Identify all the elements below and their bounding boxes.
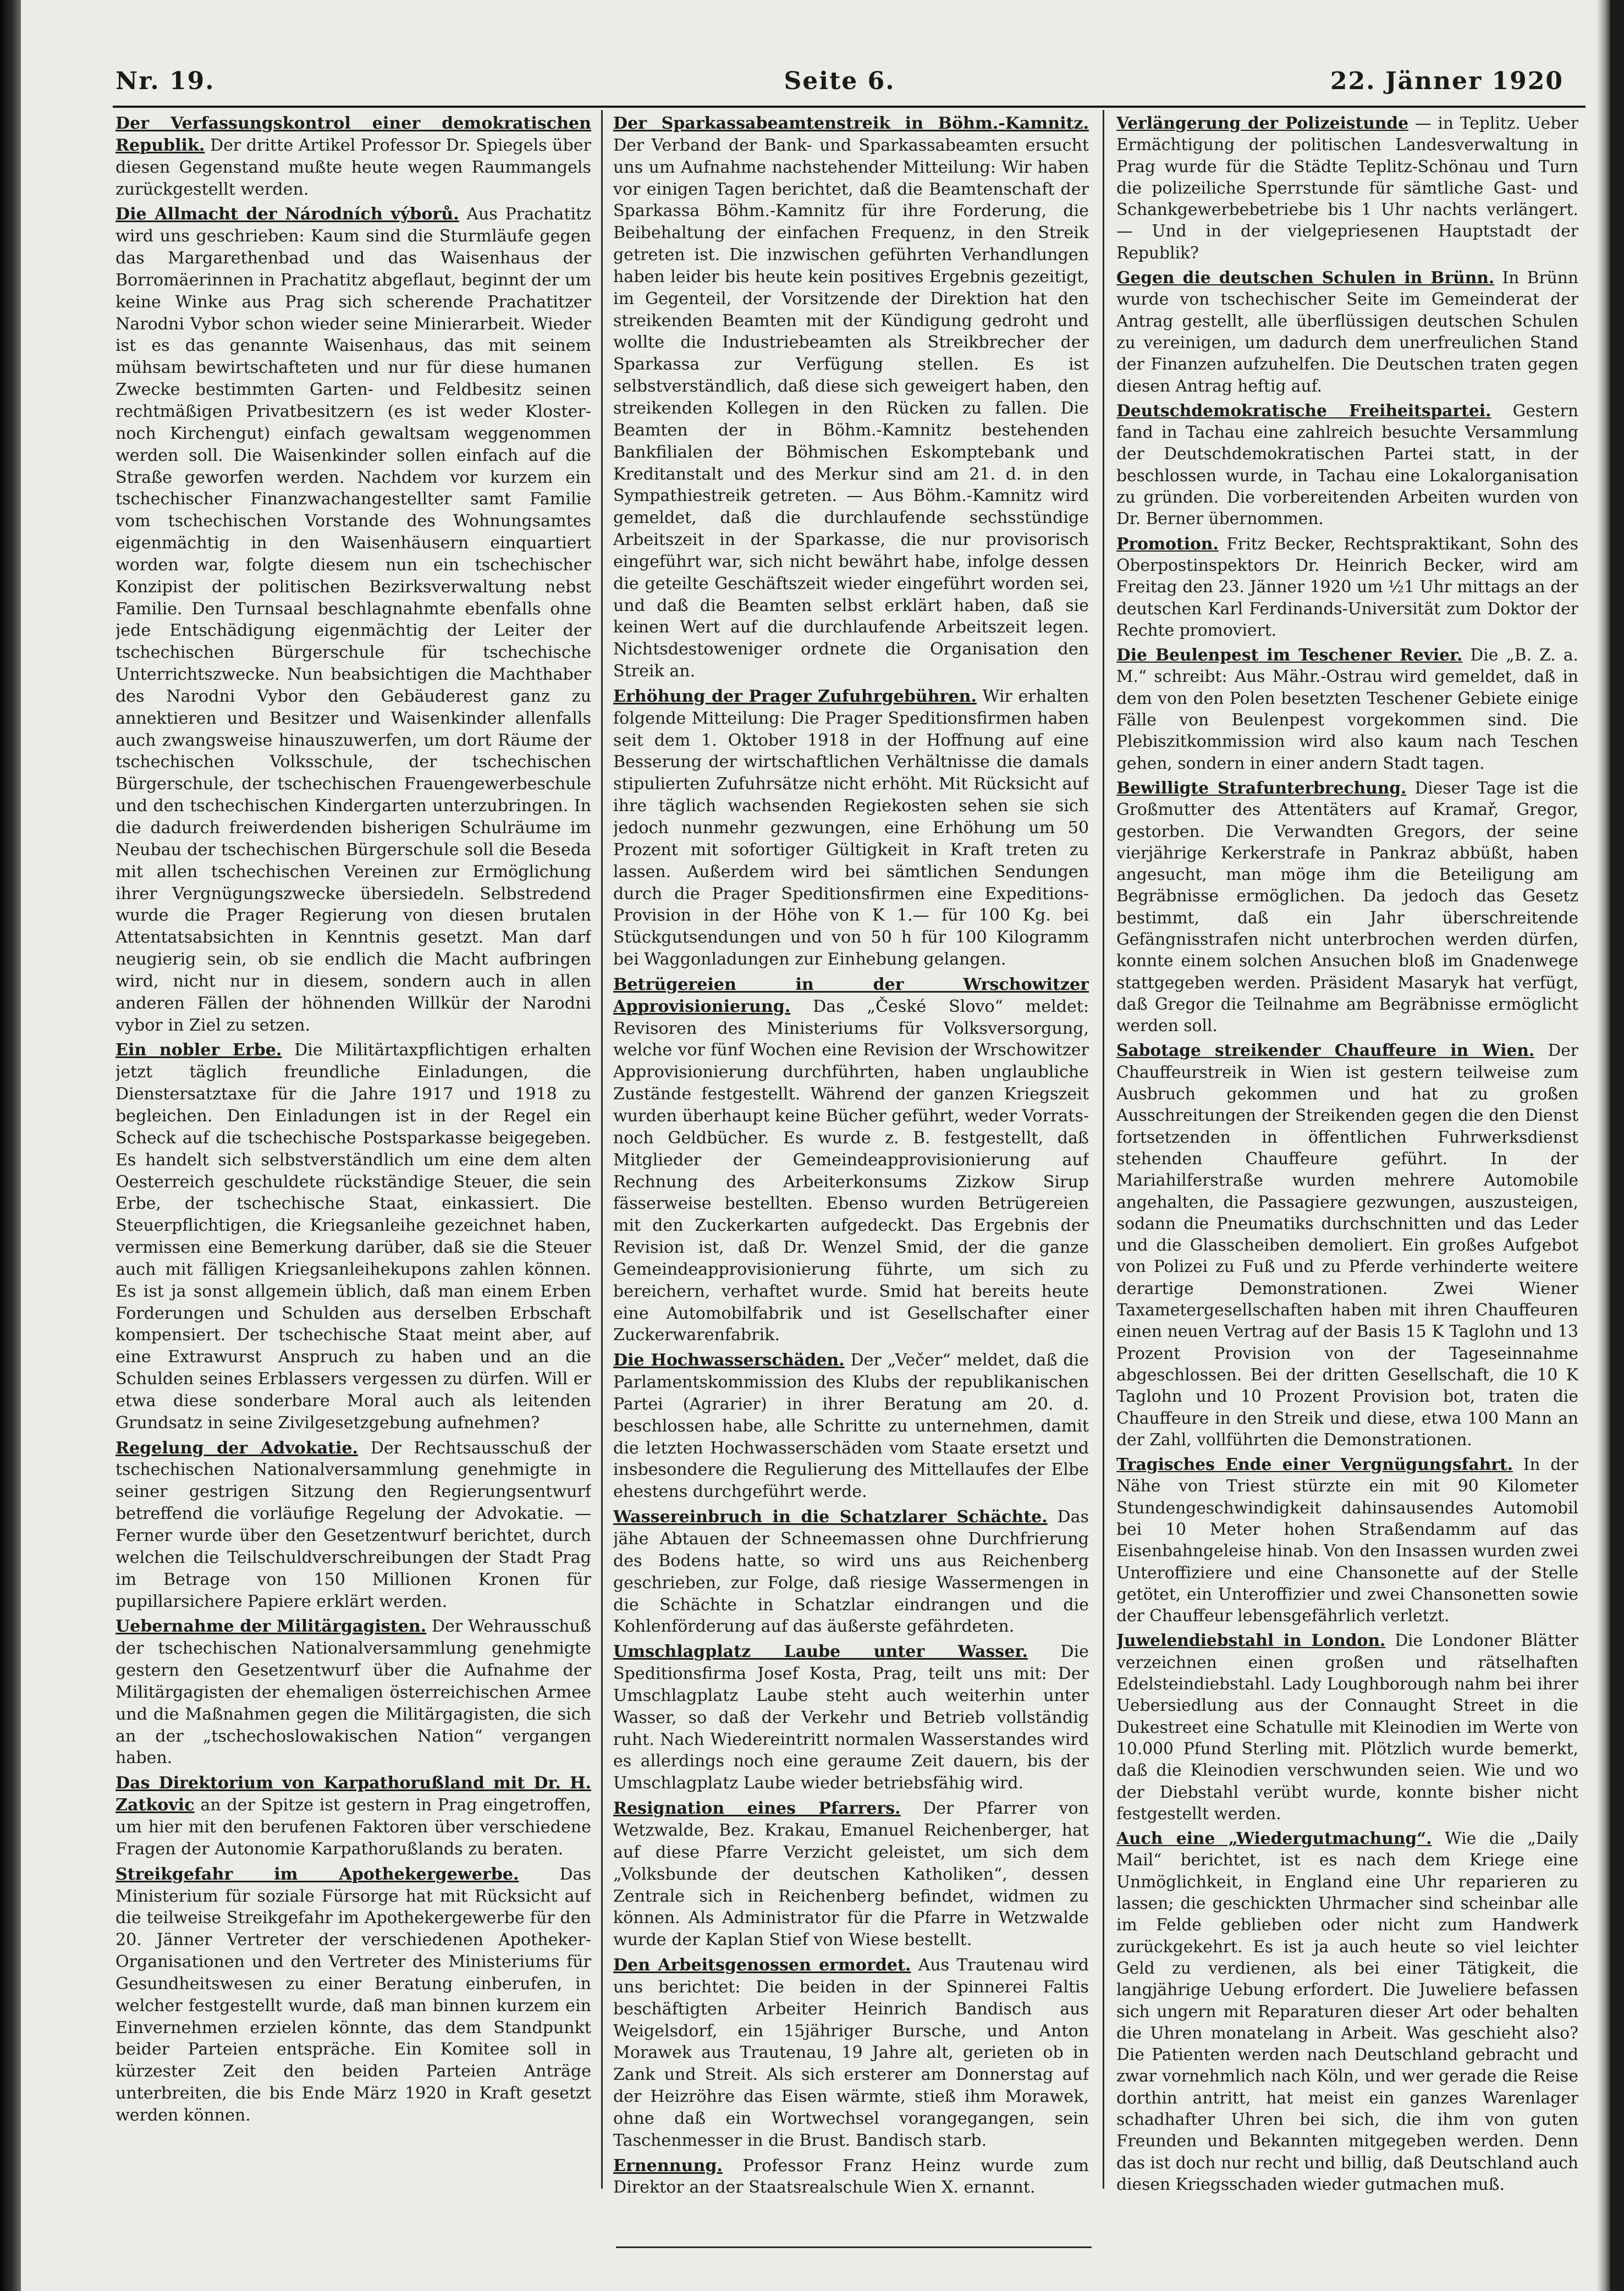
article [613, 1798, 1089, 1951]
article [613, 2155, 1089, 2199]
article [1116, 113, 1578, 264]
article [1116, 645, 1578, 774]
article-body: Der Pfarrer von Wetzwalde, Bez. Krakau, Emanuel Reichenberger, hat auf diese Pfarre Verzicht geleistet, um sich dem „Volksbunde der deutschen Katholiken“, dessen Zentrale sich in Reichenberg befindet, widmen zu können. Als Administrator für die Pfarre in Wetzwalde wurde der Kaplan Stief von Wiese bestellt. [613, 1799, 1089, 1950]
article-body: Gestern fand in Tachau eine zahlreich besuchte Versammlung der Deutschdemokratischen Partei statt, in der beschlossen wurde, in Tachau eine Lokalorganisation zu gründen. Die vorbereitenden Arbeiten wurden von Dr. Berner übernommen. [1116, 401, 1578, 529]
article-headline: Die Beulenpest im Teschener Revier. [1116, 646, 1463, 665]
article-headline: Der Sparkassabeamtenstreik in Böhm.-Kamnitz. [613, 114, 1089, 133]
article-headline: Ernennung. [613, 2156, 723, 2176]
article [1116, 533, 1578, 641]
issue-date: 22. Jänner 1920 [1330, 67, 1564, 95]
article [115, 1772, 591, 1860]
article-headline: Gegen die deutschen Schulen in Brünn. [1116, 268, 1495, 288]
article-headline: Resignation eines Pfarrers. [613, 1799, 901, 1819]
column-2 [613, 113, 1089, 2202]
column-3 [1116, 113, 1578, 2202]
article [115, 1864, 591, 2127]
article-body: Aus Trautenau wird uns berichtet: Die beiden in der Spinnerei Faltis beschäftigten Arbeiter Heinrich Bandisch aus Weigelsdorf, ein 15jähriger Bursche, und Anton Morawek aus Trautenau, 19 Jahre alt, gerieten ob in Zank und Streit. Als sich ersterer am Donnerstag auf der Heizröhre das Eisen wärmte, stieß ihm Morawek, ohne daß ein Wortwechsel vorangegangen, sein Taschenmesser in die Brust. Bandisch starb. [613, 1956, 1089, 2150]
article [613, 686, 1089, 971]
article [115, 203, 591, 1036]
page-binding-edge [0, 0, 21, 2291]
article-body: Der „Večer“ meldet, daß die Parlamentskommission des Klubs der republikanischen Partei (Agrarier) in ihrer Beratung am 20. d. beschlossen habe, alle Schritte zu unternehmen, damit die letzten Hochwasserschäden vom Staate ersetzt und insbesondere die Regulierung des Mittellaufes der Elbe ehestens durchgeführt werde. [613, 1351, 1089, 1502]
article [115, 1039, 591, 1434]
article-headline: Die Hochwasserschäden. [613, 1351, 845, 1370]
article-body: Der Rechtsausschuß der tschechischen Nationalversammlung genehmigte in seiner gestrigen Sitzung den Regierungsentwurf betreffend die vorläufige Regelung der Advokatie. — Ferner wurde über den Gesetzentwurf berichtet, durch welchen die Teilschuldverschreibungen der Stadt Prag im Betrage von 150 Millionen Kronen für pupillarsichere Papiere erklärt werden. [115, 1438, 591, 1611]
article-headline: Ein nobler Erbe. [115, 1040, 282, 1060]
article-body: Die Speditionsfirma Josef Kosta, Prag, teilt uns mit: Der Umschlagplatz Laube steht auch weiterhin unter Wasser, so daß der Verkehr und Betrieb vollständig ruht. Nach Wiedereintritt normalen Wasserstandes wird es allerdings noch eine geraume Zeit dauern, bis der Umschlagplatz Laube wieder betriebsfähig wird. [613, 1642, 1089, 1793]
column-1 [115, 113, 591, 2202]
article [1116, 1828, 1578, 2195]
article-headline: Erhöhung der Prager Zufuhrgebühren. [613, 686, 977, 706]
article-headline: Sabotage streikender Chauffeure in Wien. [1116, 1041, 1535, 1061]
article-headline: Regelung der Advokatie. [115, 1438, 359, 1458]
page-header [115, 67, 1564, 106]
article-body: Fritz Becker, Rechtspraktikant, Sohn des Oberpostinspektors Dr. Heinrich Becker, wird am Freitag den 23. Jänner 1920 um ½1 Uhr mittags an der deutschen Karl Ferdinands-Universität zum Doktor der Rechte promoviert. [1116, 534, 1578, 640]
article [115, 113, 591, 200]
article-body: Der Verband der Bank- und Sparkassabeamten ersucht uns um Aufnahme nachstehender Mitteilung: Wir haben vor einigen Tagen berichtet, daß die Beamtenschaft der Sparkassa Böhm.-Kamnitz für ihre Forderung, die Beibehaltung der einfachen Frequenz, in den Streik getreten ist. Die inzwischen geführten Verhandlungen haben leider bis heute kein positives Ergebnis gezeitigt, im Gegenteil, der Vorsitzende der Direktion hat den streikenden Beamten mit der Kündigung gedroht und wollte die Industriebeamten als Streikbrecher der Sparkassa zur Verfügung stellen. Es ist selbstverständlich, daß diese sich geweigert haben, den streikenden Kollegen in den Rücken zu fallen. Die Beamten der in Böhm.-Kamnitz bestehenden Bankfilialen der Böhmischen Eskomptebank und Kreditanstalt und des Merkur sind am 21. d. in den Sympathiestreik getreten. — Aus Böhm.-Kamnitz wird gemeldet, daß die durchlaufende sechsstündige Arbeitszeit in der Sparkasse, die nur provisorisch eingeführt war, sich nicht bewährt habe, infolge dessen die geteilte Geschäftszeit wieder eingeführt worden sei, und daß die Beamten selbst erklärt haben, daß sie keinen Wert auf die durchlaufende Arbeitszeit legen. Nichtsdestoweniger ordnete die Organisation den Streik an. [613, 135, 1089, 681]
article-body: Der dritte Artikel Professor Dr. Spiegels über diesen Gegenstand mußte heute wegen Raummangels zurückgestellt werden. [115, 135, 591, 199]
article [613, 113, 1089, 682]
article-body: Die Londoner Blätter verzeichnen einen großen und rätselhaften Edelsteindiebstahl. Lady Loughborough nahm bei ihrer Uebersiedlung aus der Connaught Street in die Dukestreet eine Schatulle mit Kleinodien im Werte von 10.000 Pfund Sterling mit. Plötzlich wurde bemerkt, daß die Kleinodien verschwunden seien. Wie und wo der Diebstahl verübt wurde, konnte bisher nicht festgestellt werden. [1116, 1631, 1578, 1824]
article-body: Der Chauffeurstreik in Wien ist gestern teilweise zum Ausbruch gekommen und hat zu großen Ausschreitungen der Streikenden gegen die den Dienst fortsetzenden in öffentlichen Fuhrwerksdienst stehenden Chauffeure geführt. In der Mariahilferstraße wurden mehrere Automobile angehalten, die Passagiere gezwungen, auszusteigen, sodann die Pneumatiks durchschnitten und das Leder und die Glasscheiben demoliert. Ein großes Aufgebot von Polizei zu Fuß und zu Pferde verhinderte weitere derartige Demonstrationen. Zwei Wiener Taxametergesellschaften haben mit ihren Chauffeuren einen neuen Vertrag auf der Basis 15 K Taglohn und 13 Prozent Provision von der Tageseinnahme abgeschlossen. Bei der dritten Gesellschaft, die 10 K Taglohn und 10 Prozent Provision bot, traten die Chauffeure in den Streik und diese, etwa 100 Mann an der Zahl, vollführten die Demonstrationen. [1116, 1041, 1578, 1450]
article-body: Das jähe Abtauen der Schneemassen ohne Durchfrierung des Bodens hatte, so wird uns aus Reichenberg geschrieben, zur Folge, daß riesige Wassermengen in die Schächte in Schatzlar eindrangen und die Kohlenförderung auf das äußerste gefährdeten. [613, 1507, 1089, 1637]
article [1116, 1630, 1578, 1825]
article-body: Die Militärtaxpflichtigen erhalten jetzt täglich freundliche Einladungen, die Dienstersatztaxe für die Jahre 1917 und 1918 zu begleichen. Den Einladungen ist in der Regel ein Scheck auf die tschechische Postsparkasse beigegeben. Es handelt sich selbstverständlich um eine dem alten Oesterreich geschuldete rückständige Steuer, die sein Erbe, der tschechische Staat, einkassiert. Die Steuerpflichtigen, die Kriegsanleihe gezeichnet haben, vermissen eine Bemerkung darüber, daß sie die Steuer auch mit fälligen Kriegsanleihekupons zahlen können. Es ist ja sonst allgemein üblich, daß man einem Erben Forderungen und Schulden aus derselben Erbschaft kompensiert. Der tschechische Staat meint aber, auf eine Extrawurst Anspruch zu haben und an die Schulden seines Erblassers vergessen zu dürfen. Will er etwa diese sonderbare Moral auch als leitenden Grundsatz in seine Zivilgesetzgebung aufnehmen? [115, 1040, 591, 1433]
article-headline: Umschlagplatz Laube unter Wasser. [613, 1642, 1028, 1662]
article-headline: Uebernahme der Militärgagisten. [115, 1617, 427, 1637]
article-headline: Betrügereien in der Wrschowitzer Approvisionierung. [613, 974, 1089, 1016]
article-body: — in Teplitz. Ueber Ermächtigung der politischen Landesverwaltung in Prag wurde für die Städte Teplitz-Schönau und Turn die polizeiliche Sperrstunde für sämtliche Gast- und Schankgewerbebetriebe bis 1 Uhr nachts verlängert. — Und in der vielgepriesenen Hauptstadt der Republik? [1116, 114, 1578, 263]
article-body: In der Nähe von Triest stürzte ein mit 90 Kilometer Stundengeschwindigkeit dahinsausendes Automobil bei 10 Meter hohen Straßendamm auf das Eisenbahngeleise hinab. Von den Insassen wurden zwei Unteroffiziere und eine Chansonette auf der Stelle getötet, ein Unteroffizier und zwei Chansonetten sowie der Chauffeur lebensgefährlich verletzt. [1116, 1455, 1578, 1626]
article-headline: Deutschdemokratische Freiheitspartei. [1116, 401, 1491, 421]
article [115, 1438, 591, 1613]
article-headline: Tragisches Ende einer Vergnügungsfahrt. [1116, 1455, 1513, 1475]
article-body: an der Spitze ist gestern in Prag eingetroffen, um hier mit den berufenen Faktoren über verschiedene Fragen der Autonomie Karpathorußlands zu beraten. [115, 1796, 591, 1859]
article [1116, 400, 1578, 530]
column-divider [601, 110, 603, 2189]
article-body: Wie die „Daily Mail“ berichtet, ist es nach dem Kriege eine Unmöglichkeit, in England eine Uhr reparieren zu lassen; die geschickten Uhrmacher sind scheinbar alle im Felde geblieben oder nicht zum Handwerk zurückgekehrt. Es ist ja auch heute so viel leichter Geld zu verdienen, als bei einer Tätigkeit, die langjährige Uebung erfordert. Die Juweliere befassen sich ungern mit Reparaturen dieser Art oder behalten die Uhren monatelang in Arbeit. Was geschieht also? Die Patienten werden nach Deutschland gebracht und zwar vornehmlich nach Köln, und wer gerade die Reise dorthin antritt, hat meist ein ganzes Warenlager schadhafter Uhren bei sich, die ihm von guten Freunden und Bekannten mitgegeben werden. Denn das ist doch nur recht und billig, daß Deutschland auch diesen Kriegsschaden wieder gutmachen muß. [1116, 1829, 1578, 2194]
article [1116, 1454, 1578, 1627]
header-rule [113, 106, 1586, 108]
article [1116, 778, 1578, 1037]
article-headline: Auch eine „Wiedergutmachung“. [1116, 1829, 1432, 1849]
article [613, 1506, 1089, 1638]
article-headline: Verlängerung der Polizeistunde [1116, 114, 1409, 133]
article-headline: Wassereinbruch in die Schatzlarer Schächte. [613, 1507, 1048, 1527]
article-headline: Den Arbeitsgenossen ermordet. [613, 1956, 911, 1975]
article-body: Die „B. Z. a. M.“ schreibt: Aus Mähr.-Ostrau wird gemeldet, daß in dem von den Polen besetzten Teschener Gebiete einige Fälle von Beulenpest vorgekommen sind. Die Plebiszitkommission wird also kaum nach Teschen gehen, sondern in einer andern Stadt tagen. [1116, 646, 1578, 773]
article-headline: Bewilligte Strafunterbrechung. [1116, 778, 1407, 798]
article-body: Aus Prachatitz wird uns geschrieben: Kaum sind die Sturmläufe gegen das Margarethenbad und das Waisenhaus der Borromäerinnen in Prachatitz abgeflaut, beginnt der um keine Winke aus Prag sich scherende Prachatitzer Narodni Vybor schon wieder seine Minierarbeit. Wieder ist es das genannte Waisenhaus, das mit seinem mühsam bewirtschafteten und nur für diese humanen Zwecke bestimmten Garten- und Feldbesitz seinen rechtmäßigen Privatbesitzern (es ist weder Kloster- noch Kirchengut) einfach gewaltsam weggenommen werden soll. Die Waisenkinder sollen einfach auf die Straße geworfen werden. Nachdem vor kurzem ein tschechischer Finanzwachangestellter samt Familie vom tschechischen Vorstande des Wohnungsamtes eigenmächtig in den Waisenhäusern einquartiert worden war, folgte diesem nun ein tschechischer Konzipist der politischen Bezirksverwaltung nebst Familie. Den Turnsaal beschlagnahmte ebenfalls ohne jede Entschädigung eigenmächtig der Leiter der tschechischen Bürgerschule für tschechische Unterrichtszwecke. Nun beabsichtigen die Machthaber des Narodni Vybor den Gebäuderest ganz zu annektieren und Besitzer und Waisenkinder allenfalls auch zwangsweise hinauszuwerfen, um dort Räume der tschechischen Volksschule, der tschechischen Bürgerschule, der tschechischen Frauengewerbeschule und den tschechischen Kindergarten unterzubringen. In die dadurch freiwerdenden bisherigen Schulräume im Neubau der tschechischen Bürgerschule soll die Beseda mit allen tschechischen Vereinen zur Ermöglichung ihrer Vergnügungszwecke übersiedeln. Selbstredend wurde die Prager Regierung von diesen brutalen Attentatsabsichten in Kenntnis gesetzt. Man darf neugierig sein, ob sie endlich die Macht aufbringen wird, nicht nur in diesem, sondern auch in allen anderen Fällen der höhnenden Willkür der Narodni vybor in Ziel zu setzen. [115, 205, 591, 1035]
article-body: Das Ministerium für soziale Fürsorge hat mit Rücksicht auf die teilweise Streikgefahr im Apothekergewerbe für den 20. Jänner Vertreter der verschiedenen Apotheker-Organisationen und den Vertreter des Ministeriums für Gesundheitswesen zu einer Beratung einberufen, in welcher festgestellt wurde, daß man binnen kurzem ein Einvernehmen erzielen könnte, das dem Standpunkt beider Parteien entspräche. Ein Komitee soll in kürzester Zeit den beiden Parteien Anträge unterbreiten, die bis Ende März 1920 in Kraft gesetzt werden können. [115, 1864, 591, 2125]
article-headline: Streikgefahr im Apothekergewerbe. [115, 1864, 519, 1884]
article-headline: Juwelendiebstahl in London. [1116, 1631, 1386, 1651]
article-headline: Promotion. [1116, 534, 1219, 554]
article-headline: Die Allmacht der Národních výborů. [115, 205, 459, 224]
article [613, 1350, 1089, 1503]
article [115, 1616, 591, 1769]
article [613, 1641, 1089, 1794]
page-right-edge [1597, 0, 1610, 2291]
article [1116, 1040, 1578, 1451]
article [1116, 267, 1578, 397]
article [613, 974, 1089, 1346]
article-headline: Der Verfassungskontrol einer demokratischen Republik. [115, 114, 591, 155]
page-number: Seite 6. [784, 67, 895, 95]
article-body: Das „České Slovo“ meldet: Revisoren des Ministeriums für Volksversorgung, welche vor fünf Wochen eine Revision der Wrschowitzer Approvisionierung durchführten, haben unglaubliche Zustände festgestellt. Während der ganzen Kriegszeit wurden überhaupt keine Bücher geführt, weder Vorrats- noch Geldbücher. Es wurde z. B. festgestellt, daß Mitglieder der Gemeindeapprovisionierung auf Rechnung des Arbeiterkonsums Zizkow Sirup fässerweise bestellten. Ebenso wurden Betrügereien mit den Zuckerkarten aufgedeckt. Das Ergebnis der Revision ist, daß Dr. Wenzel Smid, der die ganze Gemeindeapprovisionierung führte, um sich zu bereichern, verhaftet wurde. Smid hat bereits heute eine Automobilfabrik und ist Gesellschafter einer Zuckerwarenfabrik. [613, 996, 1089, 1345]
article-body: Professor Franz Heinz wurde zum Direktor an der Staatsrealschule Wien X. ernannt. [613, 2156, 1089, 2198]
article-headline: Das Direktorium von Karpathorußland mit Dr. H. Zatkovic [115, 1774, 591, 1815]
article-body: In Brünn wurde von tschechischer Seite im Gemeinderat der Antrag gestellt, alle überflüssigen deutschen Schulen zu vereinigen, um dadurch dem unerfreulichen Stand der Finanzen aufzuhelfen. Die Deutschen traten gegen diesen Antrag heftig auf. [1116, 268, 1578, 396]
column-divider [1103, 110, 1104, 2189]
issue-number: Nr. 19. [115, 67, 215, 95]
article-body: Dieser Tage ist die Großmutter des Attentäters auf Kramař, Gregor, gestorben. Die Verwandten Gregors, der seine vierjährige Kerkerstrafe in Pankraz abbüßt, haben angesucht, man möge ihm die Beteiligung am Begräbnisse ermöglichen. Da jedoch das Gesetz bestimmt, daß ein Jahr überschreitende Gefängnisstrafen nicht unterbrochen werden dürfen, konnte einem solchen Ansuchen bloß im Gnadenwege stattgegeben werden. Präsident Masaryk hat verfügt, daß Gregor die Teilnahme am Begräbnisse ermöglicht werden soll. [1116, 778, 1578, 1036]
article [613, 1954, 1089, 2152]
column-end-rule [616, 2246, 1092, 2248]
article-body: Der Wehrausschuß der tschechischen Nationalversammlung genehmigte gestern den Gesetzentwurf über die Aufnahme der Militärgagisten der ehemaligen österreichischen Armee und die Maßnahmen gegen die Militärgagisten, die sich an der „tschechoslowakischen Nation“ vergangen haben. [115, 1617, 591, 1768]
article-body: Wir erhalten folgende Mitteilung: Die Prager Speditionsfirmen haben seit dem 1. Oktober 1918 in der Hoffnung auf eine Besserung der wirtschaftlichen Verhältnisse die damals stipulierten Zufuhrsätze nicht erhöht. Mit Rücksicht auf ihre täglich wachsenden Regiekosten sehen sie sich jedoch nunmehr gezwungen, eine Erhöhung um 50 Prozent mit sofortiger Gültigkeit in Kraft treten zu lassen. Außerdem wird bei sämtlichen Sendungen durch die Prager Speditionsfirmen eine Expeditions-Provision in der Höhe von K 1.— für 100 Kg. bei Stückgutsendungen und von 50 h für 100 Kilogramm bei Waggonladungen zur Einhebung gelangen. [613, 686, 1089, 970]
